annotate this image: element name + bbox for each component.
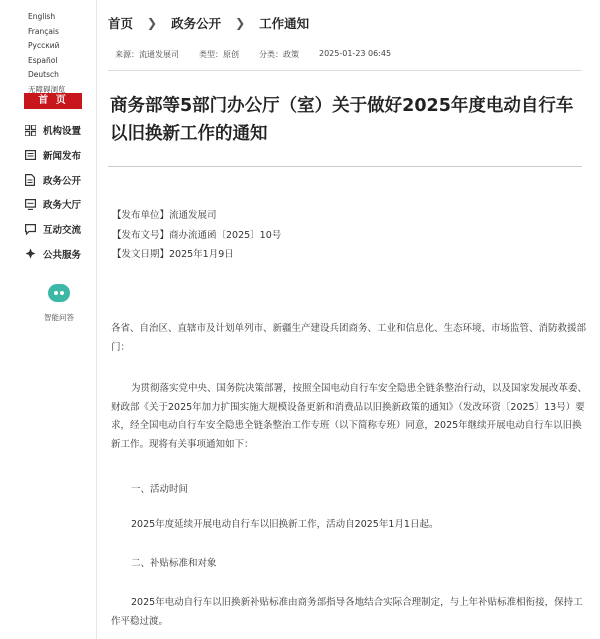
article-info	[112, 206, 281, 265]
sidebar-item-interaction[interactable]	[24, 217, 81, 242]
section-heading: 一、活动时间	[131, 484, 189, 495]
sidebar-item-news[interactable]	[24, 143, 81, 168]
intro-paragraph: 为贯彻落实党中央、国务院决策部署，按照全国电动自行车安全隐患全链条整治行动，以及国家发展改革委、财政部《关于2025年加力扩围实施大规模设备更新和消费品以旧换新政策的通知》（发改环资〔2025〕13号）要求，经全国电动自行车安全隐患全链条整治工作专班（以下简称专班）同意，2025年继续开展电动自行车以旧换新工作。现将有关事项通知如下：	[111, 383, 588, 450]
sidebar-item-public-service[interactable]	[24, 241, 81, 266]
chatbot-icon	[48, 284, 70, 302]
breadcrumb	[108, 14, 309, 32]
lang-german[interactable]: Deutsch	[28, 70, 59, 79]
chat-icon	[24, 223, 36, 235]
chevron-right-icon: ❯	[147, 16, 158, 30]
sidebar-item-label: 机构设置	[43, 126, 82, 138]
breadcrumb-work-notices[interactable]: 工作通知	[259, 16, 310, 31]
document-number: 【发布文号】商办流通函〔2025〕10号	[112, 229, 282, 241]
divider	[108, 70, 582, 71]
document-icon	[24, 174, 36, 186]
divider	[108, 166, 582, 167]
breadcrumb-gov-affairs[interactable]: 政务公开	[171, 16, 222, 31]
sidebar	[0, 0, 97, 639]
home-button[interactable]: 首 页	[24, 93, 82, 109]
meta-source: 来源：流通发展司	[115, 50, 179, 59]
sidebar-item-service-hall[interactable]	[24, 192, 81, 217]
greeting-paragraph: 各省、自治区、直辖市及计划单列市、新疆生产建设兵团商务、工业和信息化、生态环境、市场监管、消防救援部门：	[111, 323, 587, 353]
breadcrumb-home[interactable]: 首页	[108, 16, 134, 31]
hall-icon	[24, 198, 36, 210]
service-icon	[24, 248, 36, 260]
lang-english[interactable]: English	[28, 12, 56, 21]
sidebar-item-label: 互动交流	[43, 225, 82, 237]
lang-russian[interactable]: Русский	[28, 41, 60, 50]
section-paragraph: 2025年电动自行车以旧换新补贴标准由商务部指导各地结合实际合理制定，与上年补贴标准相衔接，保持工作平稳过渡。	[111, 597, 583, 627]
chevron-right-icon: ❯	[235, 16, 246, 30]
org-icon	[24, 124, 36, 136]
section-paragraph: 2025年度延续开展电动自行车以旧换新工作，活动自2025年1月1日起。	[131, 519, 439, 530]
section-heading: 二、补贴标准和对象	[131, 558, 217, 569]
news-icon	[24, 149, 36, 161]
sidebar-item-label: 政务公开	[43, 175, 82, 187]
lang-french[interactable]: Français	[28, 26, 59, 36]
meta-datetime: 2025-01-23 06:45	[319, 49, 392, 58]
meta-type: 类型：原创	[199, 50, 239, 59]
sidebar-item-label: 新闻发布	[43, 151, 82, 163]
sidebar-item-label: 政务大厅	[43, 200, 82, 212]
main-content	[96, 0, 600, 639]
issue-date: 【发文日期】2025年1月9日	[112, 249, 234, 260]
sidebar-item-label: 公共服务	[43, 249, 82, 261]
article-meta	[115, 49, 411, 60]
lang-spanish[interactable]: Español	[28, 55, 58, 65]
page-title: 商务部等5部门办公厅（室）关于做好2025年度电动自行车以旧换新工作的通知	[110, 96, 574, 144]
sidebar-nav	[24, 118, 81, 266]
sidebar-item-org[interactable]	[24, 118, 81, 143]
language-switcher	[0, 0, 96, 97]
issuing-unit: 【发布单位】流通发展司	[112, 210, 217, 221]
smart-qa-label: 智能问答	[44, 313, 74, 322]
smart-qa-button[interactable]	[34, 284, 84, 323]
accessible-browsing-link[interactable]: 无障碍浏览	[28, 84, 66, 94]
sidebar-item-gov-affairs[interactable]	[24, 167, 81, 192]
meta-category: 分类：政策	[259, 50, 299, 59]
